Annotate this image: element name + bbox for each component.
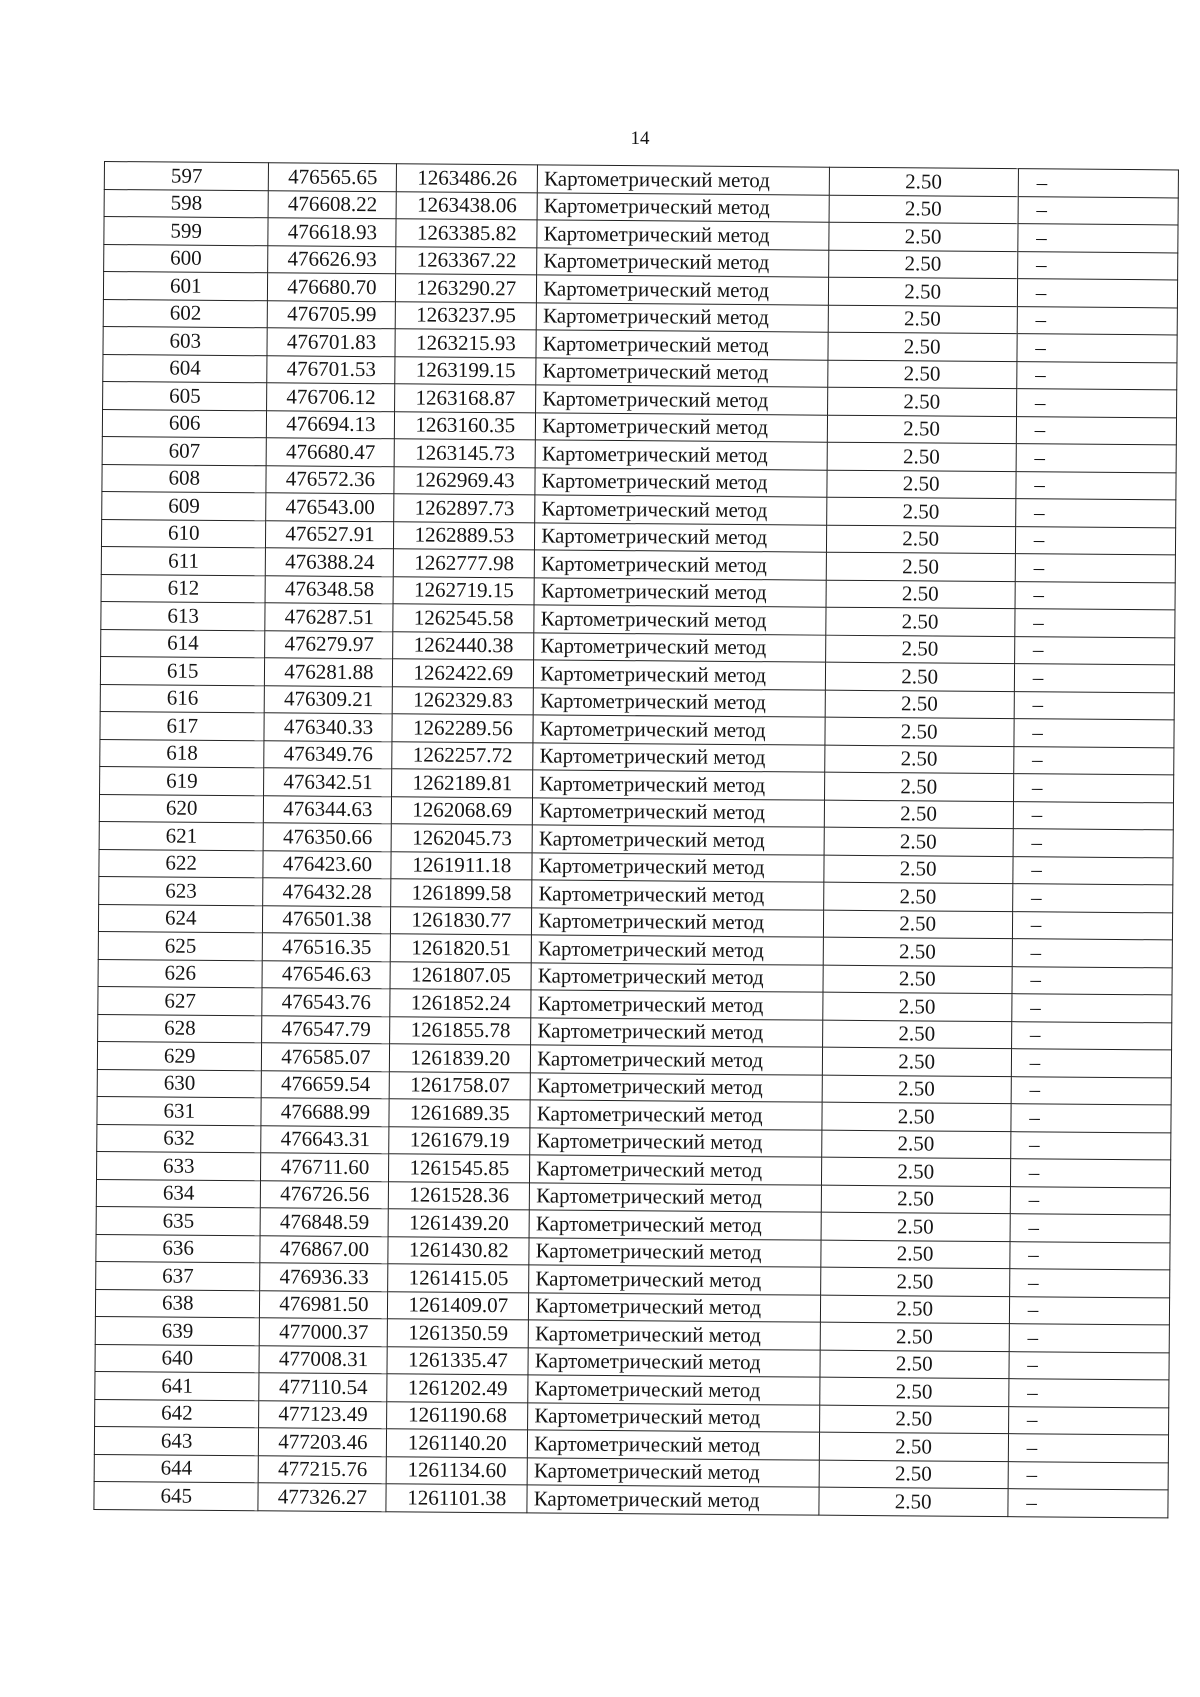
y-coordinate-cell: 1261839.20: [390, 1044, 531, 1073]
accuracy-cell: 2.50: [823, 910, 1012, 939]
method-cell: Картометрический метод: [528, 1375, 820, 1405]
description-cell: –: [1008, 1461, 1168, 1490]
method-cell: Картометрический метод: [530, 1155, 822, 1185]
description-cell: –: [1013, 801, 1173, 830]
x-coordinate-cell: 476626.93: [268, 245, 396, 274]
y-coordinate-cell: 1261911.18: [391, 851, 532, 880]
x-coordinate-cell: 476546.63: [262, 960, 390, 989]
accuracy-cell: 2.50: [826, 470, 1015, 499]
description-cell: –: [1018, 196, 1178, 225]
description-cell: –: [1009, 1296, 1169, 1325]
accuracy-cell: 2.50: [821, 1185, 1010, 1214]
x-coordinate-cell: 476279.97: [265, 630, 393, 659]
point-number-cell: 612: [101, 574, 266, 603]
method-cell: Картометрический метод: [536, 330, 828, 360]
method-cell: Картометрический метод: [536, 302, 828, 332]
method-cell: Картометрический метод: [532, 880, 824, 910]
method-cell: Картометрический метод: [528, 1320, 820, 1350]
description-cell: –: [1014, 636, 1174, 665]
x-coordinate-cell: 476618.93: [268, 218, 396, 247]
y-coordinate-cell: 1261852.24: [390, 989, 531, 1018]
method-cell: Картометрический метод: [530, 1127, 822, 1157]
method-cell: Картометрический метод: [537, 247, 829, 277]
y-coordinate-cell: 1261190.68: [387, 1401, 528, 1430]
y-coordinate-cell: 1261430.82: [388, 1236, 529, 1265]
point-number-cell: 599: [104, 217, 269, 246]
point-number-cell: 645: [94, 1481, 259, 1510]
y-coordinate-cell: 1262897.73: [394, 494, 535, 523]
description-cell: –: [1011, 1049, 1171, 1078]
point-number-cell: 607: [102, 436, 267, 465]
x-coordinate-cell: 476572.36: [266, 465, 394, 494]
accuracy-cell: 2.50: [828, 277, 1017, 306]
y-coordinate-cell: 1261807.05: [390, 961, 531, 990]
y-coordinate-cell: 1261140.20: [387, 1429, 528, 1458]
x-coordinate-cell: 476287.51: [265, 603, 393, 632]
x-coordinate-cell: 476981.50: [260, 1290, 388, 1319]
x-coordinate-cell: 476543.00: [266, 493, 394, 522]
y-coordinate-cell: 1261679.19: [389, 1126, 530, 1155]
description-cell: –: [1015, 581, 1175, 610]
point-number-cell: 614: [101, 629, 266, 658]
point-number-cell: 640: [95, 1344, 260, 1373]
description-cell: –: [1010, 1241, 1170, 1270]
point-number-cell: 601: [103, 272, 268, 301]
description-cell: –: [1017, 251, 1177, 280]
description-cell: –: [1009, 1351, 1169, 1380]
point-number-cell: 636: [96, 1234, 261, 1263]
point-number-cell: 609: [102, 491, 267, 520]
method-cell: Картометрический метод: [530, 1072, 822, 1102]
method-cell: Картометрический метод: [531, 1045, 823, 1075]
method-cell: Картометрический метод: [534, 605, 826, 635]
y-coordinate-cell: 1261134.60: [387, 1456, 528, 1485]
y-coordinate-cell: 1263215.93: [395, 329, 536, 358]
description-cell: –: [1016, 471, 1176, 500]
accuracy-cell: 2.50: [827, 387, 1016, 416]
method-cell: Картометрический метод: [533, 742, 825, 772]
point-number-cell: 630: [97, 1069, 262, 1098]
method-cell: Картометрический метод: [537, 192, 829, 222]
description-cell: –: [1015, 526, 1175, 555]
method-cell: Картометрический метод: [538, 165, 830, 195]
accuracy-cell: 2.50: [819, 1432, 1008, 1461]
method-cell: Картометрический метод: [535, 440, 827, 470]
accuracy-cell: 2.50: [824, 800, 1013, 829]
y-coordinate-cell: 1262422.69: [393, 659, 534, 688]
accuracy-cell: 2.50: [821, 1212, 1010, 1241]
accuracy-cell: 2.50: [825, 607, 1014, 636]
method-cell: Картометрический метод: [537, 220, 829, 250]
accuracy-cell: 2.50: [820, 1240, 1009, 1269]
accuracy-cell: 2.50: [825, 717, 1014, 746]
point-number-cell: 613: [101, 601, 266, 630]
point-number-cell: 602: [103, 299, 268, 328]
point-number-cell: 631: [97, 1096, 262, 1125]
x-coordinate-cell: 476867.00: [260, 1235, 388, 1264]
x-coordinate-cell: 476701.83: [267, 328, 395, 357]
point-number-cell: 628: [98, 1014, 263, 1043]
description-cell: –: [1016, 444, 1176, 473]
description-cell: –: [1016, 416, 1176, 445]
accuracy-cell: 2.50: [819, 1377, 1008, 1406]
description-cell: –: [1017, 361, 1177, 390]
y-coordinate-cell: 1263168.87: [395, 384, 536, 413]
point-number-cell: 619: [100, 766, 265, 795]
description-cell: –: [1011, 1104, 1171, 1133]
description-cell: –: [1009, 1324, 1169, 1353]
point-number-cell: 621: [99, 821, 264, 850]
x-coordinate-cell: 476516.35: [263, 933, 391, 962]
method-cell: Картометрический метод: [532, 852, 824, 882]
y-coordinate-cell: 1261899.58: [391, 879, 532, 908]
accuracy-cell: 2.50: [822, 992, 1011, 1021]
accuracy-cell: 2.50: [824, 827, 1013, 856]
method-cell: Картометрический метод: [529, 1237, 821, 1267]
x-coordinate-cell: 476423.60: [263, 850, 391, 879]
y-coordinate-cell: 1263199.15: [395, 356, 536, 385]
y-coordinate-cell: 1263237.95: [396, 301, 537, 330]
accuracy-cell: 2.50: [826, 552, 1015, 581]
accuracy-cell: 2.50: [820, 1322, 1009, 1351]
accuracy-cell: 2.50: [828, 250, 1017, 279]
y-coordinate-cell: 1261335.47: [387, 1346, 528, 1375]
point-number-cell: 617: [100, 711, 265, 740]
accuracy-cell: 2.50: [823, 937, 1012, 966]
description-cell: –: [1008, 1406, 1168, 1435]
method-cell: Картометрический метод: [528, 1402, 820, 1432]
y-coordinate-cell: 1261689.35: [389, 1099, 530, 1128]
x-coordinate-cell: 476608.22: [269, 190, 397, 219]
accuracy-cell: 2.50: [822, 1047, 1011, 1076]
description-cell: –: [1015, 499, 1175, 528]
description-cell: –: [1017, 334, 1177, 363]
y-coordinate-cell: 1261855.78: [390, 1016, 531, 1045]
page-number: 14: [630, 128, 650, 149]
accuracy-cell: 2.50: [820, 1267, 1009, 1296]
description-cell: –: [1015, 609, 1175, 638]
x-coordinate-cell: 476726.56: [261, 1180, 389, 1209]
accuracy-cell: 2.50: [823, 965, 1012, 994]
x-coordinate-cell: 476547.79: [262, 1015, 390, 1044]
point-number-cell: 643: [94, 1426, 259, 1455]
y-coordinate-cell: 1262045.73: [391, 824, 532, 853]
x-coordinate-cell: 476659.54: [262, 1070, 390, 1099]
point-number-cell: 605: [103, 381, 268, 410]
x-coordinate-cell: 476344.63: [264, 795, 392, 824]
method-cell: Картометрический метод: [534, 550, 826, 580]
x-coordinate-cell: 476705.99: [268, 300, 396, 329]
method-cell: Картометрический метод: [534, 577, 826, 607]
accuracy-cell: 2.50: [819, 1460, 1008, 1489]
y-coordinate-cell: 1262068.69: [392, 796, 533, 825]
y-coordinate-cell: 1262289.56: [392, 714, 533, 743]
description-cell: –: [1009, 1269, 1169, 1298]
point-number-cell: 611: [101, 546, 266, 575]
y-coordinate-cell: 1261350.59: [388, 1319, 529, 1348]
x-coordinate-cell: 477215.76: [259, 1455, 387, 1484]
accuracy-cell: 2.50: [821, 1157, 1010, 1186]
x-coordinate-cell: 476342.51: [264, 768, 392, 797]
point-number-cell: 635: [96, 1206, 261, 1235]
method-cell: Картометрический метод: [529, 1292, 821, 1322]
coordinates-table: [93, 161, 1179, 1518]
y-coordinate-cell: 1262257.72: [392, 741, 533, 770]
accuracy-cell: 2.50: [820, 1295, 1009, 1324]
description-cell: –: [1008, 1489, 1168, 1518]
method-cell: Картометрический метод: [529, 1210, 821, 1240]
method-cell: Картометрический метод: [535, 522, 827, 552]
description-cell: –: [1013, 856, 1173, 885]
description-cell: –: [1012, 884, 1172, 913]
accuracy-cell: 2.50: [826, 525, 1015, 554]
x-coordinate-cell: 477123.49: [259, 1400, 387, 1429]
accuracy-cell: 2.50: [824, 772, 1013, 801]
y-coordinate-cell: 1262777.98: [394, 549, 535, 578]
method-cell: Картометрический метод: [531, 935, 823, 965]
description-cell: –: [1013, 829, 1173, 858]
y-coordinate-cell: 1261415.05: [388, 1264, 529, 1293]
method-cell: Картометрический метод: [531, 962, 823, 992]
point-number-cell: 597: [104, 162, 269, 191]
method-cell: Картометрический метод: [530, 1100, 822, 1130]
point-number-cell: 641: [95, 1371, 260, 1400]
x-coordinate-cell: 476349.76: [264, 740, 392, 769]
accuracy-cell: 2.50: [819, 1405, 1008, 1434]
accuracy-cell: 2.50: [829, 167, 1018, 196]
point-number-cell: 639: [95, 1316, 260, 1345]
description-cell: –: [1013, 774, 1173, 803]
point-number-cell: 610: [101, 519, 266, 548]
x-coordinate-cell: 476643.31: [261, 1125, 389, 1154]
accuracy-cell: 2.50: [821, 1102, 1010, 1131]
x-coordinate-cell: 476527.91: [266, 520, 394, 549]
accuracy-cell: 2.50: [822, 1020, 1011, 1049]
y-coordinate-cell: 1261830.77: [391, 906, 532, 935]
y-coordinate-cell: 1261528.36: [389, 1181, 530, 1210]
method-cell: Картометрический метод: [533, 715, 825, 745]
description-cell: –: [1016, 389, 1176, 418]
point-number-cell: 632: [97, 1124, 262, 1153]
method-cell: Картометрический метод: [528, 1347, 820, 1377]
accuracy-cell: 2.50: [826, 580, 1015, 609]
description-cell: –: [1012, 994, 1172, 1023]
point-number-cell: 615: [100, 656, 265, 685]
method-cell: Картометрический метод: [534, 660, 826, 690]
accuracy-cell: 2.50: [828, 222, 1017, 251]
description-cell: –: [1013, 746, 1173, 775]
point-number-cell: 623: [99, 876, 264, 905]
x-coordinate-cell: 477326.27: [258, 1483, 386, 1512]
y-coordinate-cell: 1261409.07: [388, 1291, 529, 1320]
method-cell: Картометрический метод: [527, 1485, 819, 1515]
y-coordinate-cell: 1261758.07: [390, 1071, 531, 1100]
description-cell: –: [1018, 169, 1178, 198]
description-cell: –: [1015, 554, 1175, 583]
point-number-cell: 642: [95, 1399, 260, 1428]
y-coordinate-cell: 1262889.53: [394, 521, 535, 550]
accuracy-cell: 2.50: [818, 1487, 1007, 1516]
x-coordinate-cell: 476281.88: [265, 658, 393, 687]
accuracy-cell: 2.50: [827, 442, 1016, 471]
point-number-cell: 618: [100, 739, 265, 768]
method-cell: Картометрический метод: [532, 825, 824, 855]
method-cell: Картометрический метод: [535, 467, 827, 497]
method-cell: Картометрический метод: [532, 907, 824, 937]
accuracy-cell: 2.50: [828, 305, 1017, 334]
method-cell: Картометрический метод: [534, 632, 826, 662]
x-coordinate-cell: 476350.66: [264, 823, 392, 852]
accuracy-cell: 2.50: [821, 1130, 1010, 1159]
accuracy-cell: 2.50: [829, 195, 1018, 224]
point-number-cell: 644: [94, 1454, 259, 1483]
x-coordinate-cell: 477008.31: [259, 1345, 387, 1374]
description-cell: –: [1014, 719, 1174, 748]
x-coordinate-cell: 476711.60: [261, 1153, 389, 1182]
x-coordinate-cell: 476543.76: [262, 988, 390, 1017]
method-cell: Картометрический метод: [533, 797, 825, 827]
accuracy-cell: 2.50: [827, 360, 1016, 389]
y-coordinate-cell: 1263385.82: [396, 219, 537, 248]
x-coordinate-cell: 476680.47: [267, 438, 395, 467]
description-cell: –: [1010, 1159, 1170, 1188]
y-coordinate-cell: 1261202.49: [387, 1374, 528, 1403]
point-number-cell: 626: [98, 959, 263, 988]
point-number-cell: 600: [104, 244, 269, 273]
accuracy-cell: 2.50: [826, 497, 1015, 526]
description-cell: –: [1017, 279, 1177, 308]
method-cell: Картометрический метод: [536, 412, 828, 442]
point-number-cell: 598: [104, 189, 269, 218]
coordinates-table-body: [94, 162, 1179, 1518]
x-coordinate-cell: 476848.59: [261, 1208, 389, 1237]
point-number-cell: 638: [95, 1289, 260, 1318]
x-coordinate-cell: 476701.53: [267, 355, 395, 384]
description-cell: –: [1010, 1186, 1170, 1215]
y-coordinate-cell: 1262545.58: [393, 604, 534, 633]
method-cell: Картометрический метод: [536, 385, 828, 415]
description-cell: –: [1012, 939, 1172, 968]
y-coordinate-cell: 1263367.22: [396, 246, 537, 275]
y-coordinate-cell: 1262969.43: [394, 466, 535, 495]
x-coordinate-cell: 476348.58: [266, 575, 394, 604]
y-coordinate-cell: 1262440.38: [393, 631, 534, 660]
accuracy-cell: 2.50: [827, 415, 1016, 444]
accuracy-cell: 2.50: [828, 332, 1017, 361]
x-coordinate-cell: 476694.13: [267, 410, 395, 439]
method-cell: Картометрический метод: [536, 357, 828, 387]
method-cell: Картометрический метод: [537, 275, 829, 305]
point-number-cell: 603: [103, 326, 268, 355]
x-coordinate-cell: 476585.07: [262, 1043, 390, 1072]
y-coordinate-cell: 1263486.26: [397, 164, 538, 193]
accuracy-cell: 2.50: [825, 635, 1014, 664]
accuracy-cell: 2.50: [825, 662, 1014, 691]
x-coordinate-cell: 476340.33: [264, 713, 392, 742]
x-coordinate-cell: 477110.54: [259, 1373, 387, 1402]
y-coordinate-cell: 1263290.27: [396, 274, 537, 303]
y-coordinate-cell: 1262189.81: [392, 769, 533, 798]
x-coordinate-cell: 476936.33: [260, 1263, 388, 1292]
accuracy-cell: 2.50: [823, 855, 1012, 884]
y-coordinate-cell: 1262329.83: [393, 686, 534, 715]
accuracy-cell: 2.50: [822, 1075, 1011, 1104]
point-number-cell: 625: [98, 931, 263, 960]
description-cell: –: [1018, 224, 1178, 253]
x-coordinate-cell: 476501.38: [263, 905, 391, 934]
point-number-cell: 620: [99, 794, 264, 823]
y-coordinate-cell: 1262719.15: [393, 576, 534, 605]
accuracy-cell: 2.50: [820, 1350, 1009, 1379]
description-cell: –: [1010, 1214, 1170, 1243]
point-number-cell: 629: [97, 1041, 262, 1070]
point-number-cell: 637: [96, 1261, 261, 1290]
method-cell: Картометрический метод: [530, 1182, 822, 1212]
point-number-cell: 608: [102, 464, 267, 493]
method-cell: Картометрический метод: [535, 495, 827, 525]
point-number-cell: 627: [98, 986, 263, 1015]
y-coordinate-cell: 1263145.73: [395, 439, 536, 468]
point-number-cell: 633: [97, 1151, 262, 1180]
method-cell: Картометрический метод: [531, 990, 823, 1020]
description-cell: –: [1010, 1131, 1170, 1160]
point-number-cell: 622: [99, 849, 264, 878]
point-number-cell: 624: [98, 904, 263, 933]
method-cell: Картометрический метод: [527, 1457, 819, 1487]
accuracy-cell: 2.50: [825, 690, 1014, 719]
accuracy-cell: 2.50: [823, 882, 1012, 911]
x-coordinate-cell: 476706.12: [267, 383, 395, 412]
y-coordinate-cell: 1261545.85: [389, 1154, 530, 1183]
method-cell: Картометрический метод: [529, 1265, 821, 1295]
y-coordinate-cell: 1261439.20: [388, 1209, 529, 1238]
point-number-cell: 634: [96, 1179, 261, 1208]
method-cell: Картометрический метод: [531, 1017, 823, 1047]
x-coordinate-cell: 477203.46: [259, 1428, 387, 1457]
description-cell: –: [1014, 691, 1174, 720]
x-coordinate-cell: 476688.99: [261, 1098, 389, 1127]
accuracy-cell: 2.50: [824, 745, 1013, 774]
description-cell: –: [1011, 1076, 1171, 1105]
x-coordinate-cell: 477000.37: [260, 1318, 388, 1347]
description-cell: –: [1012, 966, 1172, 995]
y-coordinate-cell: 1261101.38: [386, 1484, 527, 1513]
point-number-cell: 604: [103, 354, 268, 383]
x-coordinate-cell: 476309.21: [265, 685, 393, 714]
x-coordinate-cell: 476565.65: [269, 163, 397, 192]
description-cell: –: [1017, 306, 1177, 335]
x-coordinate-cell: 476680.70: [268, 273, 396, 302]
point-number-cell: 616: [100, 684, 265, 713]
method-cell: Картометрический метод: [533, 687, 825, 717]
x-coordinate-cell: 476388.24: [266, 548, 394, 577]
description-cell: –: [1014, 664, 1174, 693]
method-cell: Картометрический метод: [533, 770, 825, 800]
y-coordinate-cell: 1263438.06: [396, 191, 537, 220]
point-number-cell: 606: [102, 409, 267, 438]
description-cell: –: [1008, 1434, 1168, 1463]
description-cell: –: [1011, 1021, 1171, 1050]
x-coordinate-cell: 476432.28: [263, 878, 391, 907]
description-cell: –: [1009, 1379, 1169, 1408]
description-cell: –: [1012, 911, 1172, 940]
y-coordinate-cell: 1263160.35: [395, 411, 536, 440]
y-coordinate-cell: 1261820.51: [391, 934, 532, 963]
method-cell: Картометрический метод: [528, 1430, 820, 1460]
